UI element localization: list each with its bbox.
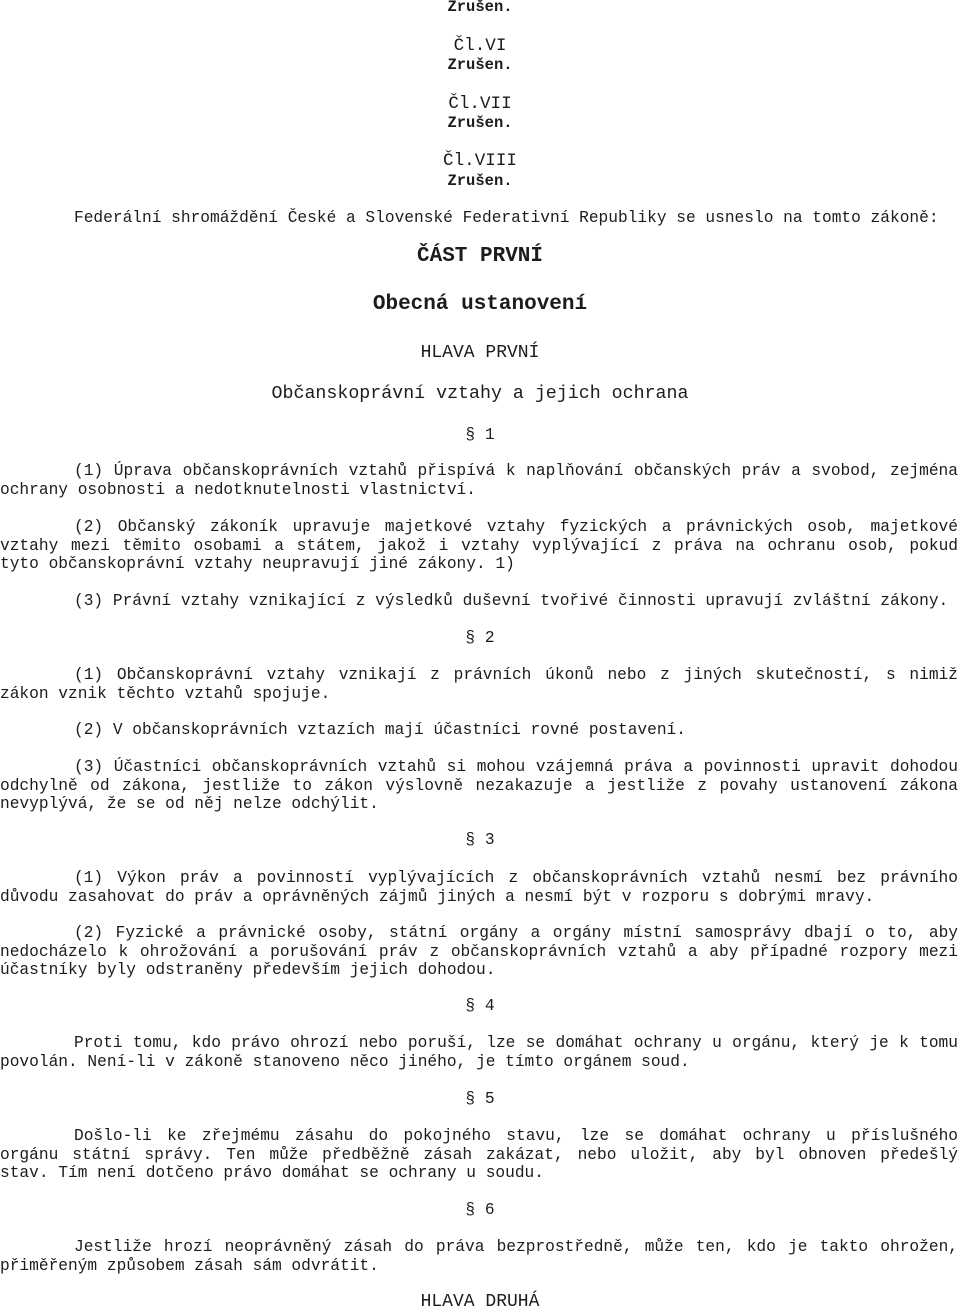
paragraph-line: odchylně od zákona, jestliže to zákon výslovně nezakazuje a jestliže z povahy ustanovení zákona — [0, 776, 958, 795]
section-2-paragraph-1 — [0, 666, 958, 703]
section-1-paragraph-2 — [0, 518, 958, 574]
paragraph-line: účastníky byly odstraněny především jejich dohodou. — [0, 961, 496, 979]
article-heading-vii: Čl.VII — [448, 94, 512, 114]
section-mark-4: § 4 — [465, 997, 495, 1015]
paragraph-line: (3) Účastníci občanskoprávních vztahů si mohou vzájemná práva a povinnosti upravit dohodou — [74, 758, 958, 776]
section-mark-2: § 2 — [465, 629, 495, 647]
part-subtitle: Obecná ustanovení — [372, 293, 588, 316]
paragraph-line: (3) Právní vztahy vznikající z výsledků duševní tvořivé činnosti upravují zvláštní zákony. — [74, 592, 949, 610]
section-3-paragraph-2 — [0, 924, 958, 980]
chapter-title: HLAVA PRVNÍ — [420, 343, 540, 363]
repealed-status: Zrušen. — [447, 56, 513, 74]
preamble: Federální shromáždění České a Slovenské Federativní Republiky se usneslo na tomto zákoně: — [74, 209, 939, 227]
paragraph-line: vztahy mezi těmito osobami a státem, jakož i vztahy vyplývající z práva na ochranu osob, pokud — [0, 536, 958, 555]
paragraph-line: (2) V občanskoprávních vztazích mají účastníci rovné postavení. — [74, 721, 686, 739]
paragraph-line: nedocházelo k ohrožování a porušování práv z občanskoprávních vztahů a aby případné rozpory mezi — [0, 942, 958, 961]
section-2-paragraph-3 — [0, 758, 958, 814]
article-heading-viii: Čl.VIII — [443, 151, 517, 171]
section-mark-3: § 3 — [465, 831, 495, 849]
paragraph-line: Došlo-li ke zřejmému zásahu do pokojného stavu, lze se domáhat ochrany u příslušného — [74, 1127, 958, 1145]
paragraph-line: (1) Úprava občanskoprávních vztahů přispívá k naplňování občanských práv a svobod, zejména — [74, 462, 958, 480]
paragraph-line: nevyplývá, že se od něj nelze odchýlit. — [0, 795, 379, 813]
paragraph-line: přiměřeným způsobem zásah sám odvrátit. — [0, 1256, 379, 1275]
section-2-paragraph-2 — [0, 721, 958, 740]
section-mark-5: § 5 — [465, 1090, 495, 1108]
section-6-paragraph-1 — [0, 1238, 958, 1275]
paragraph-line: Jestliže hrozí neoprávněný zásah do práva bezprostředně, může ten, kdo je takto ohrožen, — [74, 1238, 958, 1256]
paragraph-line: (1) Výkon práv a povinností vyplývajících z občanskoprávních vztahů nesmí bez právního — [74, 869, 958, 887]
repealed-status: Zrušen. — [447, 114, 513, 132]
section-mark-1: § 1 — [465, 426, 495, 444]
paragraph-line: (1) Občanskoprávní vztahy vznikají z právních úkonů nebo z jiných skutečností, s nimiž — [74, 666, 958, 684]
paragraph-line: ochrany osobnosti a nedotknutelnosti vlastnictví. — [0, 480, 476, 499]
section-3-paragraph-1 — [0, 869, 958, 906]
paragraph-line: důvodu zasahovat do práv a oprávněných zájmů jiných a nesmí být v rozporu s dobrými mravy. — [0, 887, 875, 906]
paragraph-line: stav. Tím není dotčeno právo domáhat se ochrany u soudu. — [0, 1164, 544, 1182]
part-title: ČÁST PRVNÍ — [416, 245, 544, 268]
paragraph-line: Proti tomu, kdo právo ohrozí nebo poruší, lze se domáhat ochrany u orgánu, který je k tomu — [74, 1034, 958, 1052]
paragraph-line: tyto občanskoprávní vztahy neupravují jiné zákony. 1) — [0, 555, 515, 573]
repealed-status: Zrušen. — [447, 172, 513, 190]
section-1-paragraph-3 — [0, 592, 958, 611]
section-mark-6: § 6 — [465, 1201, 495, 1219]
paragraph-line: (2) Občanský zákoník upravuje majetkové vztahy fyzických a právnických osob, majetkové — [74, 518, 958, 536]
section-1-paragraph-1 — [0, 462, 958, 499]
chapter-subtitle: Občanskoprávní vztahy a jejich ochrana — [271, 384, 689, 404]
section-4-paragraph-1 — [0, 1034, 958, 1071]
chapter-title: HLAVA DRUHÁ — [420, 1292, 540, 1312]
paragraph-line: (2) Fyzické a právnické osoby, státní orgány a orgány místní samosprávy dbají o to, aby — [74, 924, 958, 942]
paragraph-line: povolán. Není-li v zákoně stanoveno něco jiného, je tímto orgánem soud. — [0, 1052, 690, 1071]
article-heading-vi: Čl.VI — [453, 36, 507, 56]
paragraph-line: orgánu státní správy. Ten může předběžně zásah zakázat, nebo uložit, aby byl obnoven předešlý — [0, 1145, 958, 1164]
paragraph-line: zákon vznik těchto vztahů spojuje. — [0, 684, 331, 703]
section-5-paragraph-1 — [0, 1127, 958, 1183]
repealed-status: Zrušen. — [447, 0, 513, 16]
